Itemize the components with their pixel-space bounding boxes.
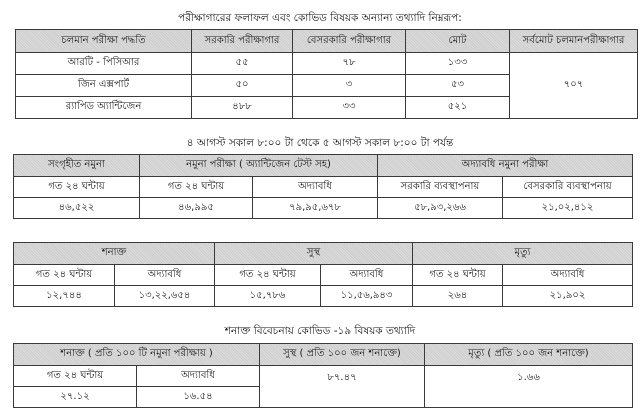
sample-tests-table bbox=[13, 154, 633, 219]
table-header-row bbox=[14, 243, 633, 265]
table-row bbox=[14, 198, 633, 219]
lab-results-table bbox=[15, 29, 638, 119]
private-count: ৩৩ bbox=[293, 97, 406, 119]
header-recovered: সুস্থ bbox=[215, 243, 413, 265]
header-detected: শনাক্ত bbox=[14, 243, 215, 265]
cases-table bbox=[13, 242, 633, 307]
detection-rate-24h-value: ২৭.১২ bbox=[14, 387, 137, 408]
recovered-total-value: ১১,৫৬,৯৪৩ bbox=[321, 286, 413, 307]
private-count: ৩ bbox=[293, 75, 406, 97]
tested-24h-value: ৪৬,৯৯৫ bbox=[140, 198, 253, 219]
subheader-last-24h: গত ২৪ ঘন্টায় bbox=[14, 177, 140, 198]
subheader-to-date: অদ্যাবধি bbox=[115, 265, 215, 286]
header-deaths: মৃত্যু bbox=[413, 243, 633, 265]
subheader-to-date: অদ্যাবধি bbox=[253, 177, 378, 198]
table-header-row bbox=[16, 30, 638, 53]
grand-total-value: ৭০৭ bbox=[510, 53, 638, 119]
govt-count: ৪৮৮ bbox=[192, 97, 293, 119]
method-genexpert: জিন এক্সপার্ট bbox=[16, 75, 192, 97]
detected-24h-value: ১২,৭৪৪ bbox=[14, 286, 115, 307]
govt-count: ৫০ bbox=[192, 75, 293, 97]
subheader-last-24h: গত ২৪ ঘন্টায় bbox=[413, 265, 503, 286]
deaths-total-value: ২১,৯০২ bbox=[503, 286, 633, 307]
rates-caption: শনাক্ত বিবেচনায় কোভিড -১৯ বিষয়ক তথ্যাদি bbox=[224, 325, 416, 337]
table-header-row bbox=[14, 344, 633, 366]
table-subheader-row bbox=[14, 265, 633, 286]
time-range-caption: ৪ আগস্ট সকাল ৮:০০ টা থেকে ৫ আগস্ট সকাল ৮:০০ টা পর্যন্ত bbox=[186, 137, 454, 149]
private-count: ৭৮ bbox=[293, 53, 406, 75]
subheader-last-24h: গত ২৪ ঘন্টায় bbox=[14, 265, 115, 286]
header-private-labs: বেসরকারি পরীক্ষাগার bbox=[293, 30, 406, 53]
subheader-to-date: অদ্যাবধি bbox=[503, 265, 633, 286]
header-tests-to-date: অদ্যাবধি নমুনা পরীক্ষা bbox=[378, 155, 633, 177]
tested-total-value: ৭৯,৯৫,৬৭৮ bbox=[253, 198, 378, 219]
subheader-last-24h: গত ২৪ ঘন্টায় bbox=[140, 177, 253, 198]
deaths-24h-value: ২৬৪ bbox=[413, 286, 503, 307]
total-count: ৫৩ bbox=[406, 75, 510, 97]
header-death-rate: মৃত্যু ( প্রতি ১০০ জন শনাক্তে) bbox=[425, 344, 633, 366]
rates-table bbox=[13, 343, 633, 408]
subheader-last-24h: গত ২৪ ঘন্টায় bbox=[14, 366, 137, 387]
detection-rate-total-value: ১৬.৫৪ bbox=[137, 387, 260, 408]
table-header-row bbox=[14, 155, 633, 177]
header-detection-rate: শনাক্ত ( প্রতি ১০০ টি নমুনা পরীক্ষায় ) bbox=[14, 344, 260, 366]
recovered-24h-value: ১৫,৭৮৬ bbox=[215, 286, 321, 307]
header-sample-tests: নমুনা পরীক্ষা ( অ্যান্টিজেন টেস্ট সহ) bbox=[140, 155, 378, 177]
death-rate-value: ১.৬৬ bbox=[425, 366, 633, 408]
header-collected-samples: সংগৃহীত নমুনা bbox=[14, 155, 140, 177]
subheader-to-date: অদ্যাবধি bbox=[137, 366, 260, 387]
header-govt-labs: সরকারি পরীক্ষাগার bbox=[192, 30, 293, 53]
detected-total-value: ১৩,২২,৬৫৪ bbox=[115, 286, 215, 307]
total-count: ৫২১ bbox=[406, 97, 510, 119]
header-recovery-rate: সুস্থ ( প্রতি ১০০ জন শনাক্তে) bbox=[260, 344, 425, 366]
header-test-method: চলমান পরীক্ষা পদ্ধতি bbox=[16, 30, 192, 53]
recovery-rate-value: ৮৭.৪৭ bbox=[260, 366, 425, 408]
table-subheader-row bbox=[14, 366, 633, 387]
total-count: ১৩৩ bbox=[406, 53, 510, 75]
table-row bbox=[14, 286, 633, 307]
header-total: মোট bbox=[406, 30, 510, 53]
subheader-private-managed: বেসরকারি ব্যবস্থাপনায় bbox=[503, 177, 633, 198]
collected-24h-value: ৪৬,৫২২ bbox=[14, 198, 140, 219]
method-rtpcr: আরটি - পিসিআর bbox=[16, 53, 192, 75]
subheader-govt-managed: সরকারি ব্যবস্থাপনায় bbox=[378, 177, 503, 198]
govt-tested-value: ৫৮,৯৩,২৬৬ bbox=[378, 198, 503, 219]
private-tested-value: ২১,০২,৪১২ bbox=[503, 198, 633, 219]
table-row bbox=[16, 53, 638, 75]
subheader-last-24h: গত ২৪ ঘন্টায় bbox=[215, 265, 321, 286]
govt-count: ৫৫ bbox=[192, 53, 293, 75]
header-grand-total: সর্বমোট চলমানপরীক্ষাগার bbox=[510, 30, 638, 53]
lab-results-caption: পরীক্ষাগারের ফলাফল এবং কোভিড বিষয়ক অন্যান্য তথ্যাদি নিম্নরূপ: bbox=[178, 12, 462, 24]
table-subheader-row bbox=[14, 177, 633, 198]
method-rapid-antigen: র‍্যাপিড অ্যান্টিজেন bbox=[16, 97, 192, 119]
subheader-to-date: অদ্যাবধি bbox=[321, 265, 413, 286]
